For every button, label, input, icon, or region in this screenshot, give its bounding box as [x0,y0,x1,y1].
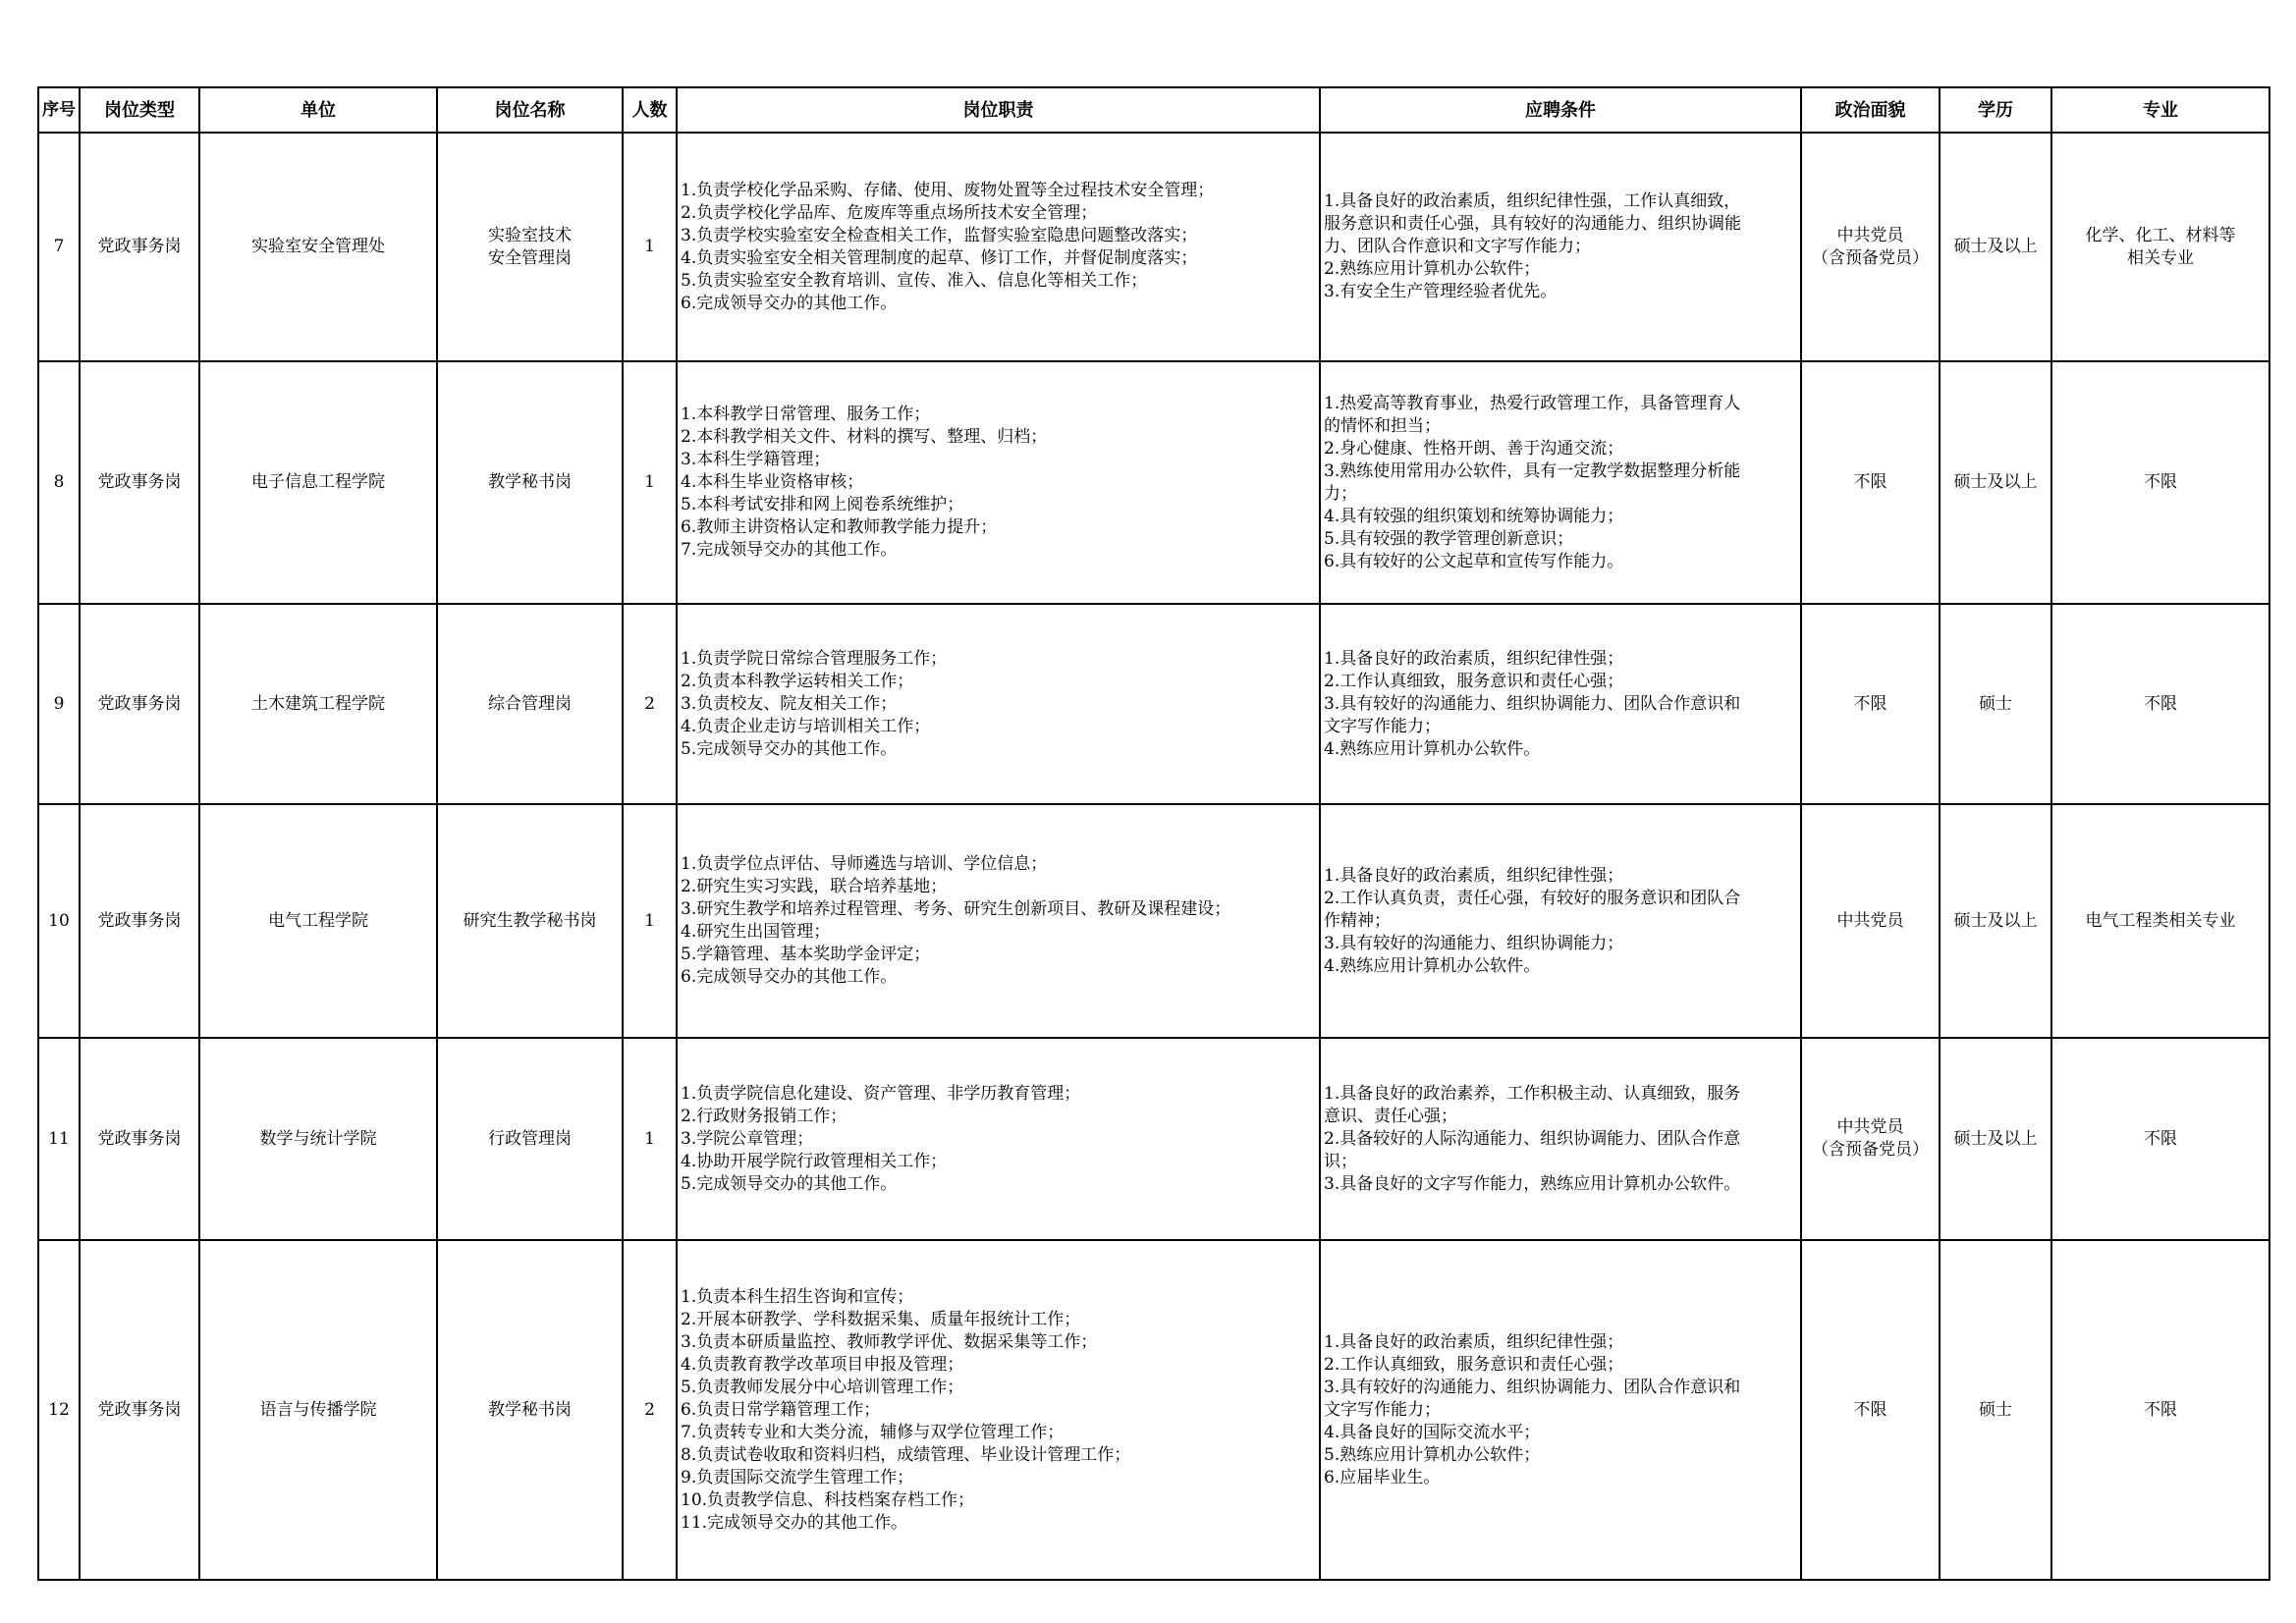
cell-requirements-line: 6.应届毕业生。 [1324,1467,1441,1488]
cell-requirements-line: 1.热爱高等教育事业，热爱行政管理工作，具备管理育人 [1324,393,1741,413]
cell-requirements-line: 力； [1324,483,1357,504]
cell-major-line: 不限 [2144,1399,2177,1420]
job-positions-table [37,86,2270,1581]
cell-requirements-line: 3.具备良好的文字写作能力，熟练应用计算机办公软件。 [1324,1173,1741,1194]
cell-unit: 语言与传播学院 [199,1240,437,1580]
cell-unit: 电气工程学院 [199,804,437,1038]
cell-unit: 电子信息工程学院 [199,361,437,604]
cell-requirements-line: 3.熟练使用常用办公软件，具有一定教学数据整理分析能 [1324,460,1741,481]
cell-duties-line: 7.负责转专业和大类分流，辅修与双学位管理工作； [681,1422,1065,1442]
cell-count: 1 [623,133,677,361]
cell-duties-line: 1.负责学校化学品采购、存储、使用、废物处置等全过程技术安全管理； [681,180,1215,200]
cell-requirements-line: 3.有安全生产管理经验者优先。 [1324,282,1558,301]
cell-duties [677,804,1320,1038]
cell-duties-line: 6.教师主讲资格认定和教师教学能力提升； [681,517,998,537]
cell-name-line: 安全管理岗 [488,247,572,268]
cell-duties [677,1240,1320,1580]
cell-requirements-line: 文字写作能力； [1324,1399,1441,1420]
cell-duties-line: 5.完成领导交办的其他工作。 [681,738,898,759]
cell-duties-line: 2.行政财务报销工作； [681,1106,847,1126]
cell-requirements-line: 识； [1324,1151,1357,1171]
cell-political [1801,133,1940,361]
header-seq: 序号 [38,87,80,133]
cell-duties-line: 6.完成领导交办的其他工作。 [681,967,898,987]
cell-requirements-line: 1.具备良好的政治素质，组织纪律性强； [1324,648,1624,669]
cell-duties-line: 7.完成领导交办的其他工作。 [681,540,898,560]
cell-political [1801,1038,1940,1240]
cell-requirements-line: 1.具备良好的政治素质，组织纪律性强，工作认真细致， [1324,191,1741,211]
cell-name [437,133,623,361]
cell-duties-line: 1.本科教学日常管理、服务工作； [681,405,931,424]
cell-education: 硕士及以上 [1940,133,2051,361]
cell-requirements-line: 服务意识和责任心强，具有较好的沟通能力、组织协调能 [1324,214,1741,234]
cell-unit: 实验室安全管理处 [199,133,437,361]
cell-name-line: 实验室技术 [488,225,572,245]
cell-duties-line: 2.本科教学相关文件、材料的撰写、整理、归档； [681,427,1048,447]
cell-duties-line: 5.完成领导交办的其他工作。 [681,1173,898,1194]
cell-duties-line: 8.负责试卷收取和资料归档，成绩管理、毕业设计管理工作； [681,1444,1131,1465]
cell-type: 党政事务岗 [80,1038,199,1240]
cell-duties-line: 1.负责学院日常综合管理服务工作； [681,648,948,669]
cell-political-line: 中共党员 [1836,225,1904,245]
header-education: 学历 [1940,87,2051,133]
cell-requirements-line: 2.熟练应用计算机办公软件； [1324,259,1541,279]
cell-duties-line: 6.完成领导交办的其他工作。 [681,293,898,313]
cell-duties-line: 5.本科考试安排和网上阅卷系统维护； [681,495,964,514]
cell-duties-line: 3.研究生教学和培养过程管理、考务、研究生创新项目、教研及课程建设； [681,899,1231,919]
cell-type: 党政事务岗 [80,361,199,604]
cell-duties-line: 4.本科生毕业资格审核； [681,472,864,492]
cell-major-line: 不限 [2144,1128,2177,1149]
cell-duties [677,361,1320,604]
cell-requirements-line: 2.身心健康、性格开朗、善于沟通交流； [1324,438,1624,459]
table-body [38,133,2269,1580]
cell-requirements-line: 2.工作认真细致，服务意识和责任心强； [1324,671,1624,691]
cell-requirements-line: 4.熟练应用计算机办公软件。 [1324,955,1541,976]
cell-name-line: 研究生教学秘书岗 [463,910,597,931]
cell-duties [677,1038,1320,1240]
cell-name-line: 教学秘书岗 [488,472,572,492]
cell-major [2051,1038,2269,1240]
cell-count: 1 [623,804,677,1038]
cell-political-line: 不限 [1853,1399,1887,1420]
cell-name-line: 综合管理岗 [488,693,572,714]
cell-requirements-line: 2.工作认真负责，责任心强，有较好的服务意识和团队合 [1324,888,1741,908]
cell-seq: 7 [38,133,80,361]
cell-duties-line: 1.负责本科生招生咨询和宣传； [681,1286,914,1307]
cell-requirements-line: 2.具备较好的人际沟通能力、组织协调能力、团队合作意 [1324,1128,1741,1149]
cell-duties-line: 10.负责教学信息、科技档案存档工作； [681,1489,975,1510]
cell-requirements-line: 5.具有较强的教学管理创新意识； [1324,528,1574,549]
cell-duties-line: 2.研究生实习实践，联合培养基地； [681,877,948,896]
cell-requirements [1320,361,1801,604]
cell-political-line: （含预备党员） [1812,247,1929,268]
header-name: 岗位名称 [437,87,623,133]
cell-major [2051,804,2269,1038]
cell-duties-line: 3.负责校友、院友相关工作； [681,693,898,714]
cell-requirements-line: 作精神； [1324,910,1391,931]
cell-count: 1 [623,361,677,604]
cell-education: 硕士及以上 [1940,804,2051,1038]
cell-requirements-line: 1.具备良好的政治素质，组织纪律性强； [1324,1331,1624,1352]
cell-requirements-line: 6.具有较好的公文起草和宣传写作能力。 [1324,551,1624,571]
cell-political [1801,804,1940,1038]
cell-name-line: 行政管理岗 [488,1128,572,1149]
cell-name [437,1240,623,1580]
cell-count: 1 [623,1038,677,1240]
cell-seq: 12 [38,1240,80,1580]
cell-duties-line: 4.协助开展学院行政管理相关工作； [681,1151,948,1171]
cell-major [2051,1240,2269,1580]
cell-duties-line: 9.负责国际交流学生管理工作； [681,1467,914,1488]
cell-major-line: 相关专业 [2127,247,2194,268]
cell-political-line: 不限 [1853,472,1887,492]
cell-education: 硕士 [1940,604,2051,804]
cell-duties-line: 2.开展本研教学、学科数据采集、质量年报统计工作； [681,1309,1081,1329]
cell-requirements [1320,1038,1801,1240]
cell-duties [677,604,1320,804]
cell-name [437,1038,623,1240]
cell-name-line: 教学秘书岗 [488,1399,572,1420]
cell-requirements [1320,804,1801,1038]
table-row [38,361,2269,604]
cell-seq: 9 [38,604,80,804]
cell-duties-line: 5.负责实验室安全教育培训、宣传、准入、信息化等相关工作； [681,270,1148,291]
cell-duties-line: 11.完成领导交办的其他工作。 [681,1512,908,1533]
cell-major-line: 电气工程类相关专业 [2085,910,2236,931]
cell-duties-line: 5.学籍管理、基本奖助学金评定； [681,945,931,964]
cell-political-line: 中共党员 [1836,910,1904,931]
header-row [38,87,2269,133]
cell-political-line: 中共党员 [1836,1117,1904,1137]
cell-seq: 11 [38,1038,80,1240]
cell-duties-line: 2.负责本科教学运转相关工作； [681,671,914,691]
cell-political [1801,361,1940,604]
cell-type: 党政事务岗 [80,1240,199,1580]
cell-education: 硕士及以上 [1940,361,2051,604]
cell-political [1801,1240,1940,1580]
cell-political-line: （含预备党员） [1812,1140,1929,1160]
cell-requirements [1320,133,1801,361]
cell-requirements-line: 1.具备良好的政治素养，工作积极主动、认真细致，服务 [1324,1083,1741,1104]
cell-major-line: 化学、化工、材料等 [2085,225,2236,245]
header-type: 岗位类型 [80,87,199,133]
cell-major-line: 不限 [2144,472,2177,492]
cell-major-line: 不限 [2144,693,2177,714]
cell-duties-line: 1.负责学院信息化建设、资产管理、非学历教育管理； [681,1083,1081,1104]
cell-major [2051,361,2269,604]
cell-type: 党政事务岗 [80,804,199,1038]
cell-unit: 土木建筑工程学院 [199,604,437,804]
cell-major [2051,604,2269,804]
cell-requirements-line: 1.具备良好的政治素质，组织纪律性强； [1324,865,1624,886]
cell-requirements-line: 力、团队合作意识和文字写作能力； [1324,237,1591,256]
table-row [38,604,2269,804]
cell-requirements-line: 4.熟练应用计算机办公软件。 [1324,738,1541,759]
cell-major [2051,133,2269,361]
cell-duties-line: 4.负责企业走访与培训相关工作； [681,716,931,736]
cell-name [437,361,623,604]
cell-requirements-line: 3.具有较好的沟通能力、组织协调能力； [1324,933,1624,953]
cell-requirements-line: 2.工作认真细致，服务意识和责任心强； [1324,1354,1624,1375]
cell-count: 2 [623,1240,677,1580]
table-row [38,133,2269,361]
table-header [38,87,2269,133]
cell-duties-line: 6.负责日常学籍管理工作； [681,1399,881,1420]
cell-requirements-line: 3.具有较好的沟通能力、组织协调能力、团队合作意识和 [1324,693,1741,714]
cell-seq: 10 [38,804,80,1038]
cell-requirements-line: 4.具备良好的国际交流水平； [1324,1422,1541,1442]
cell-political [1801,604,1940,804]
header-unit: 单位 [199,87,437,133]
cell-education: 硕士 [1940,1240,2051,1580]
cell-duties-line: 4.负责实验室安全相关管理制度的起草、修订工作，并督促制度落实； [681,247,1198,268]
cell-requirements-line: 5.熟练应用计算机办公软件； [1324,1444,1541,1465]
cell-name [437,604,623,804]
header-requirements: 应聘条件 [1320,87,1801,133]
cell-requirements-line: 文字写作能力； [1324,716,1441,736]
cell-type: 党政事务岗 [80,133,199,361]
cell-unit: 数学与统计学院 [199,1038,437,1240]
header-count: 人数 [623,87,677,133]
cell-name [437,804,623,1038]
cell-requirements [1320,604,1801,804]
cell-education: 硕士及以上 [1940,1038,2051,1240]
cell-political-line: 不限 [1853,693,1887,714]
cell-requirements-line: 3.具有较好的沟通能力、组织协调能力、团队合作意识和 [1324,1377,1741,1397]
cell-duties-line: 4.负责教育教学改革项目申报及管理； [681,1354,964,1375]
cell-duties-line: 4.研究生出国管理； [681,922,831,942]
cell-count: 2 [623,604,677,804]
cell-type: 党政事务岗 [80,604,199,804]
cell-requirements [1320,1240,1801,1580]
cell-duties-line: 3.本科生学籍管理； [681,450,831,469]
table-row [38,804,2269,1038]
cell-duties-line: 1.负责学位点评估、导师遴选与培训、学位信息； [681,854,1048,874]
cell-requirements-line: 意识、责任心强； [1324,1106,1457,1126]
header-duties: 岗位职责 [677,87,1320,133]
cell-duties [677,133,1320,361]
cell-duties-line: 3.负责本研质量监控、教师教学评优、数据采集等工作； [681,1331,1098,1352]
header-political: 政治面貌 [1801,87,1940,133]
cell-duties-line: 2.负责学校化学品库、危废库等重点场所技术安全管理； [681,202,1098,223]
cell-duties-line: 5.负责教师发展分中心培训管理工作； [681,1377,964,1397]
cell-duties-line: 3.负责学校实验室安全检查相关工作，监督实验室隐患问题整改落实； [681,225,1198,245]
table-row [38,1038,2269,1240]
cell-requirements-line: 4.具有较强的组织策划和统筹协调能力； [1324,506,1624,526]
header-major: 专业 [2051,87,2269,133]
cell-duties-line: 3.学院公章管理； [681,1128,814,1149]
cell-requirements-line: 的情怀和担当； [1324,415,1441,436]
table-row [38,1240,2269,1580]
cell-seq: 8 [38,361,80,604]
